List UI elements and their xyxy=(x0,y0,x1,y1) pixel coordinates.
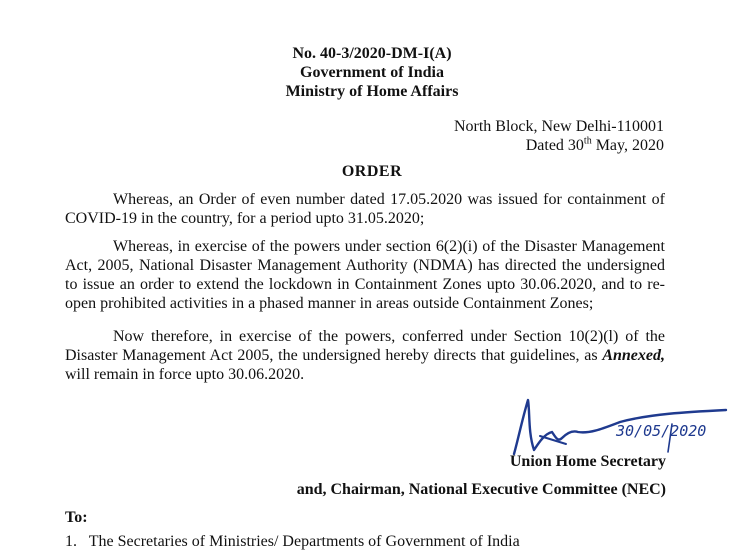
paragraph-3 xyxy=(65,327,665,384)
dated-suffix: May, 2020 xyxy=(591,137,664,154)
nec-chairman-line: and, Chairman, National Executive Committee (NEC) xyxy=(296,481,666,498)
paragraph-2 xyxy=(65,237,665,313)
recipient-item-1: 1. The Secretaries of Ministries/ Departments of Government of India xyxy=(65,533,520,550)
dated-prefix: Dated 30 xyxy=(525,137,584,154)
government-heading: Government of India xyxy=(300,64,444,81)
paragraph-3-text-a: Now therefore, in exercise of the powers, conferred under Section 10(2)(l) of the Disaster Management Act 2005, the undersigned hereby directs that guidelines, as xyxy=(65,328,665,364)
address-line: North Block, New Delhi-110001 xyxy=(453,118,664,135)
dated-superscript: th xyxy=(583,135,592,147)
paragraph-1-text: Whereas, an Order of even number dated 17.05.2020 was issued for containment of COVID-19 in the country, for a period upto 31.05.2020; xyxy=(65,191,665,227)
paragraph-2-text: Whereas, in exercise of the powers under section 6(2)(i) of the Disaster Management Act, 2005, National Disaster Management Authority (NDMA) has directed the undersigned to issue an order to extend the lockdown in Containment Zones upto 30.06.2020, and to re-open prohibited activities in a phased manner in areas outside Containment Zones; xyxy=(65,238,665,312)
annexed-emphasis: Annexed, xyxy=(602,347,665,364)
paragraph-3-text-b: will remain in force upto 30.06.2020. xyxy=(65,366,305,383)
to-label: To: xyxy=(65,509,88,526)
signatory-designation: Union Home Secretary xyxy=(509,453,666,470)
order-title: ORDER xyxy=(341,163,403,180)
paragraph-1 xyxy=(65,190,665,228)
signature-date: 30/05/2020 xyxy=(616,422,707,440)
dated-line xyxy=(526,136,664,155)
ministry-heading: Ministry of Home Affairs xyxy=(285,83,459,100)
order-number: No. 40-3/2020-DM-I(A) xyxy=(292,45,452,62)
